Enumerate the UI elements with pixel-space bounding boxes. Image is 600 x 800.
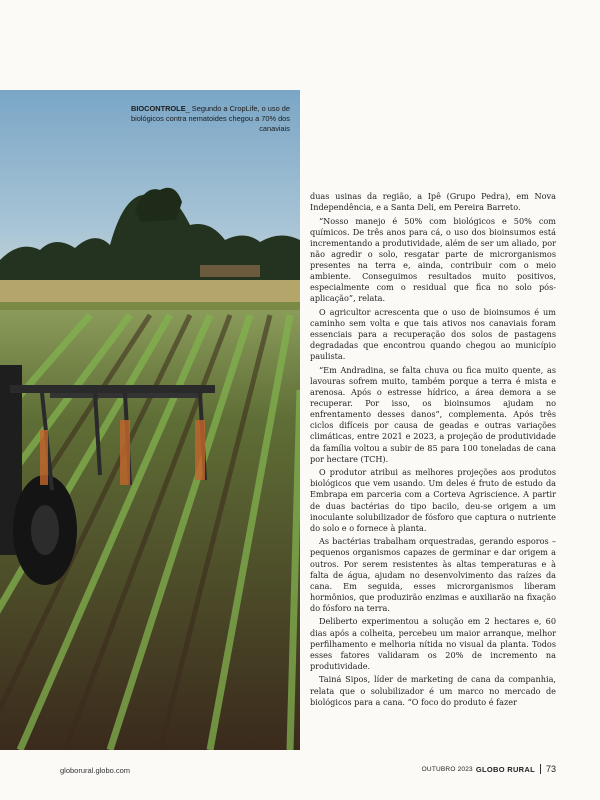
article-paragraph: As bactérias trabalham orquestradas, gerando esporos – pequenos organismos capazes de germinar e dar origem a outros. Por serem resistentes às altas temperaturas e à falta de água, ajudam no desenvolvimento das raízes da cana. Em seguida, esses microrganismos liberam hormônios, que produzirão enzimas e auxiliarão na fixação do fósforo na terra. xyxy=(310,536,556,613)
footer-website: globorural.globo.com xyxy=(60,766,131,775)
footer-folio xyxy=(422,764,556,774)
article-column xyxy=(310,191,556,710)
caption-text: _ Segundo a CropLife, o uso de biológicos contra nematoides chegou a 70% dos canaviais xyxy=(130,104,290,133)
article-paragraph: duas usinas da região, a Ipê (Grupo Pedra), em Nova Independência, e a Santa Deli, em Pereira Barreto. xyxy=(310,191,556,213)
page-number: 73 xyxy=(545,764,556,774)
article-paragraph: Tainá Sipos, líder de marketing de cana da companhia, relata que o solubilizador é um marco no mercado de biológicos para a cana. “O foco do produto é fazer xyxy=(310,674,556,707)
footer-magazine: GLOBO RURAL xyxy=(475,764,535,774)
article-photo xyxy=(0,90,300,750)
footer-divider xyxy=(540,764,541,774)
article-paragraph: O agricultor acrescenta que o uso de bioinsumos é um caminho sem volta e que tais ativos nos canaviais foram essenciais para a recuperação dos solos de pastagens degradadas que encontrou quando chegou ao município paulista. xyxy=(310,306,556,362)
article-paragraph: “Nosso manejo é 50% com biológicos e 50% com químicos. De três anos para cá, o uso dos bioinsumos está incrementando a produtividade, além de ser um aliado, por não agredir o solo, resgatar parte de microrganismos presentes na terra e, ainda, contribuir com o meio ambiente. Conseguimos resultados muito positivos, especialmente com o residual que fica no solo pós-aplicação”, relata. xyxy=(310,215,556,304)
article-paragraph: O produtor atribui as melhores projeções aos produtos biológicos que vem usando. Um deles é fruto de estudo da Embrapa em parceria com a Corteva Agriscience. A partir de duas bactérias do tipo bacilo, deu-se origem a um inoculante solubilizador de fósforo que captura o nutriente do solo e o fornece à planta. xyxy=(310,467,556,533)
caption-lead: BIOCONTROLE xyxy=(131,104,186,113)
footer-issue: OUTUBRO 2023 xyxy=(421,765,473,773)
photo-caption xyxy=(128,104,290,134)
article-paragraph: Deliberto experimentou a solução em 2 hectares e, 60 dias após a colheita, percebeu um maior arranque, melhor perfilhamento e melhoria nítida no visual da planta. Todos esses fatores validaram os 20% de incremento na produtividade. xyxy=(310,616,556,671)
article-paragraph: “Em Andradina, se falta chuva ou fica muito quente, as lavouras sofrem muito, também porque a terra é mista e arenosa. Após o estresse hídrico, a área demora a se recuperar. Por isso, os bioinsumos ajudam no enfrentamento desses danos”, complementa. Após três ciclos difíceis por causa de geadas e outras variações climáticas, entre 2021 e 2023, a projeção de produtividade da família voltou a subir de 85 para 100 toneladas de cana por hectare (TCH). xyxy=(310,364,556,464)
